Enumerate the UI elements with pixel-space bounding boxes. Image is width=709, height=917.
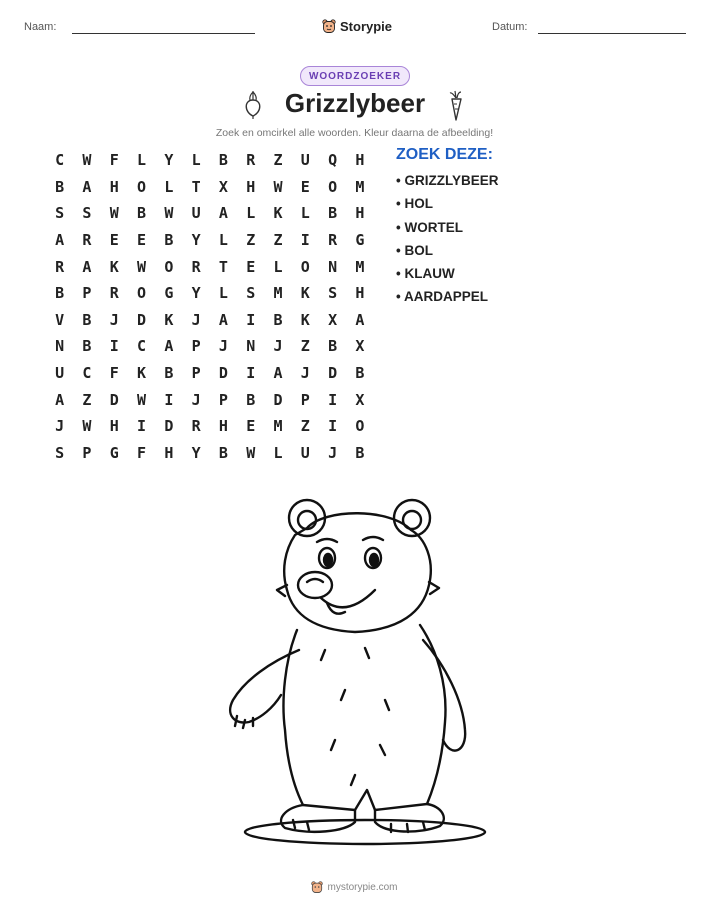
grid-letter[interactable]: I [328,417,338,436]
puzzle-type-badge: WOORDZOEKER [300,66,410,86]
word-item: • BOL [396,242,433,258]
grid-letter[interactable]: B [218,443,228,462]
date-label: Datum: [492,21,528,33]
grid-letter[interactable]: S [55,443,65,462]
grid-letter[interactable]: N [246,337,256,356]
storypie-mascot-icon [311,880,323,894]
grid-letter[interactable]: U [55,364,65,383]
grid-letter[interactable]: H [355,284,365,303]
grid-letter[interactable]: K [109,257,119,276]
grid-letter[interactable]: Z [300,337,310,356]
word-list-title: ZOEK DEZE: [396,146,493,163]
grid-letter[interactable]: Z [246,231,256,250]
grid-letter[interactable]: L [218,231,228,250]
grid-letter[interactable]: A [218,204,228,223]
grid-letter[interactable]: B [273,310,283,329]
grid-letter[interactable]: F [109,364,119,383]
word-item: • AARDAPPEL [396,289,488,305]
grid-row [46,227,374,254]
grid-letter[interactable]: P [82,284,92,303]
grid-letter[interactable]: K [273,204,283,223]
grid-letter[interactable]: G [164,284,174,303]
grid-row [46,307,374,334]
grid-letter[interactable]: I [246,310,256,329]
grid-letter[interactable]: L [273,443,283,462]
grid-letter[interactable]: W [82,151,92,170]
grid-letter[interactable]: E [109,231,119,250]
grid-letter[interactable]: F [137,443,147,462]
grid-row [46,333,374,360]
storypie-mascot-icon [322,18,336,34]
grid-letter[interactable]: Z [300,417,310,436]
grid-letter[interactable]: S [328,284,338,303]
grid-letter[interactable]: J [191,390,201,409]
grid-letter[interactable]: O [300,257,310,276]
grid-letter[interactable]: Y [191,284,201,303]
word-item: • WORTEL [396,219,463,235]
instructions: Zoek en omcirkel alle woorden. Kleur daarna de afbeelding! [215,127,494,139]
grid-letter[interactable]: U [191,204,201,223]
grid-letter[interactable]: D [328,364,338,383]
grid-letter[interactable]: B [55,177,65,196]
grid-letter[interactable]: O [164,257,174,276]
grid-letter[interactable]: Z [273,231,283,250]
grid-letter[interactable]: C [55,151,65,170]
grid-letter[interactable]: G [355,231,365,250]
date-line [538,33,686,34]
word-list [396,146,499,313]
grid-letter[interactable]: W [246,443,256,462]
grid-letter[interactable]: E [246,417,256,436]
grid-letter[interactable]: N [55,337,65,356]
name-label: Naam: [24,21,57,33]
grid-letter[interactable]: R [82,231,92,250]
grid-letter[interactable]: X [218,177,228,196]
grid-letter[interactable]: R [328,231,338,250]
grid-letter[interactable]: B [355,364,365,383]
grid-letter[interactable]: I [300,231,310,250]
grid-letter[interactable]: B [328,204,338,223]
grid-letter[interactable]: E [300,177,310,196]
grid-row [46,360,374,387]
grid-letter[interactable]: J [328,443,338,462]
grid-letter[interactable]: A [164,337,174,356]
grid-letter[interactable]: M [355,257,365,276]
grid-letter[interactable]: E [246,257,256,276]
grid-letter[interactable]: W [273,177,283,196]
grid-letter[interactable]: H [109,417,119,436]
letter-grid [46,147,374,466]
grid-letter[interactable]: X [355,390,365,409]
grid-letter[interactable]: Q [328,151,338,170]
grid-letter[interactable]: L [273,257,283,276]
grid-letter[interactable]: L [246,204,256,223]
grid-letter[interactable]: J [273,337,283,356]
grid-row [46,174,374,201]
grid-letter[interactable]: L [300,204,310,223]
grid-letter[interactable]: D [137,310,147,329]
grid-letter[interactable]: P [191,337,201,356]
grid-letter[interactable]: O [137,177,147,196]
grid-letter[interactable]: A [55,390,65,409]
grid-letter[interactable]: W [164,204,174,223]
grid-letter[interactable]: Y [191,231,201,250]
word-item: • GRIZZLYBEER [396,173,499,188]
grid-row [46,200,374,227]
grid-letter[interactable]: W [82,417,92,436]
grid-letter[interactable]: R [109,284,119,303]
grid-letter[interactable]: Z [273,151,283,170]
grid-letter[interactable]: H [355,151,365,170]
grid-letter[interactable]: O [328,177,338,196]
grid-letter[interactable]: L [137,151,147,170]
grid-letter[interactable]: X [355,337,365,356]
grid-letter[interactable]: H [246,177,256,196]
grid-letter[interactable]: B [164,364,174,383]
grid-letter[interactable]: P [300,390,310,409]
grid-letter[interactable]: R [55,257,65,276]
grid-letter[interactable]: M [273,417,283,436]
grid-letter[interactable]: A [355,310,365,329]
grid-letter[interactable]: W [137,257,147,276]
grid-letter[interactable]: W [109,204,119,223]
grid-letter[interactable]: I [109,337,119,356]
grid-letter[interactable]: C [137,337,147,356]
grid-row [46,386,374,413]
grid-letter[interactable]: K [164,310,174,329]
grid-letter[interactable]: Z [82,390,92,409]
name-line [72,33,255,34]
grid-letter[interactable]: I [246,364,256,383]
grid-letter[interactable]: I [137,417,147,436]
grid-letter[interactable]: P [218,390,228,409]
grid-letter[interactable]: V [55,310,65,329]
grid-letter[interactable]: A [82,177,92,196]
grid-letter[interactable]: E [137,231,147,250]
grid-letter[interactable]: T [218,257,228,276]
grid-letter[interactable]: O [355,417,365,436]
grid-letter[interactable]: S [55,204,65,223]
grid-letter[interactable]: A [273,364,283,383]
word-item: • HOL [396,196,433,212]
grid-letter[interactable]: J [191,310,201,329]
grid-letter[interactable]: A [55,231,65,250]
grid-letter[interactable]: A [82,257,92,276]
grid-letter[interactable]: B [328,337,338,356]
grid-letter[interactable]: U [300,151,310,170]
carrot-icon [444,90,468,122]
word-item: • KLAUW [396,266,455,282]
grid-letter[interactable]: J [300,364,310,383]
grid-letter[interactable]: A [218,310,228,329]
grid-letter[interactable]: B [355,443,365,462]
grid-letter[interactable]: I [328,390,338,409]
grid-letter[interactable]: B [82,337,92,356]
grid-letter[interactable]: B [218,151,228,170]
footer-url: mystorypie.com [327,881,398,893]
grid-letter[interactable]: G [109,443,119,462]
grid-letter[interactable]: C [82,364,92,383]
grid-letter[interactable]: B [164,231,174,250]
grid-letter[interactable]: B [137,204,147,223]
grid-letter[interactable]: H [355,204,365,223]
grid-letter[interactable]: U [300,443,310,462]
grid-letter[interactable]: J [55,417,65,436]
grid-letter[interactable]: L [164,177,174,196]
grid-letter[interactable]: T [191,177,201,196]
grid-letter[interactable]: P [82,443,92,462]
grid-letter[interactable]: K [300,284,310,303]
grid-row [46,147,374,174]
grid-letter[interactable]: O [137,284,147,303]
grid-letter[interactable]: Y [191,443,201,462]
grid-row [46,280,374,307]
grid-letter[interactable]: D [109,390,119,409]
grid-letter[interactable]: J [109,310,119,329]
grid-letter[interactable]: I [164,390,174,409]
grid-letter[interactable]: K [300,310,310,329]
grid-letter[interactable]: R [246,151,256,170]
grid-letter[interactable]: D [273,390,283,409]
grid-letter[interactable]: F [109,151,119,170]
grid-letter[interactable]: L [218,284,228,303]
grid-letter[interactable]: R [191,417,201,436]
page-title: Grizzlybeer [284,88,426,118]
grid-row [46,440,374,467]
grid-letter[interactable]: B [246,390,256,409]
grid-letter[interactable]: H [164,443,174,462]
grid-letter[interactable]: X [328,310,338,329]
header [0,18,709,42]
grid-letter[interactable]: M [273,284,283,303]
grid-letter[interactable]: K [137,364,147,383]
grid-letter[interactable]: H [218,417,228,436]
grid-letter[interactable]: Y [164,151,174,170]
grid-letter[interactable]: P [191,364,201,383]
grid-letter[interactable]: L [191,151,201,170]
grid-letter[interactable]: D [218,364,228,383]
grid-letter[interactable]: H [109,177,119,196]
grid-letter[interactable]: R [191,257,201,276]
grid-letter[interactable]: J [218,337,228,356]
grid-letter[interactable]: B [55,284,65,303]
grizzly-bear-coloring-image [215,490,495,855]
grid-letter[interactable]: M [355,177,365,196]
brand-logo [322,18,392,34]
grid-row [46,253,374,280]
footer [0,880,709,894]
grid-letter[interactable]: W [137,390,147,409]
grid-letter[interactable]: N [328,257,338,276]
brand-name: Storypie [340,18,393,34]
grid-letter[interactable]: B [82,310,92,329]
grid-row [46,413,374,440]
grid-letter[interactable]: S [246,284,256,303]
grid-letter[interactable]: S [82,204,92,223]
grid-letter[interactable]: D [164,417,174,436]
